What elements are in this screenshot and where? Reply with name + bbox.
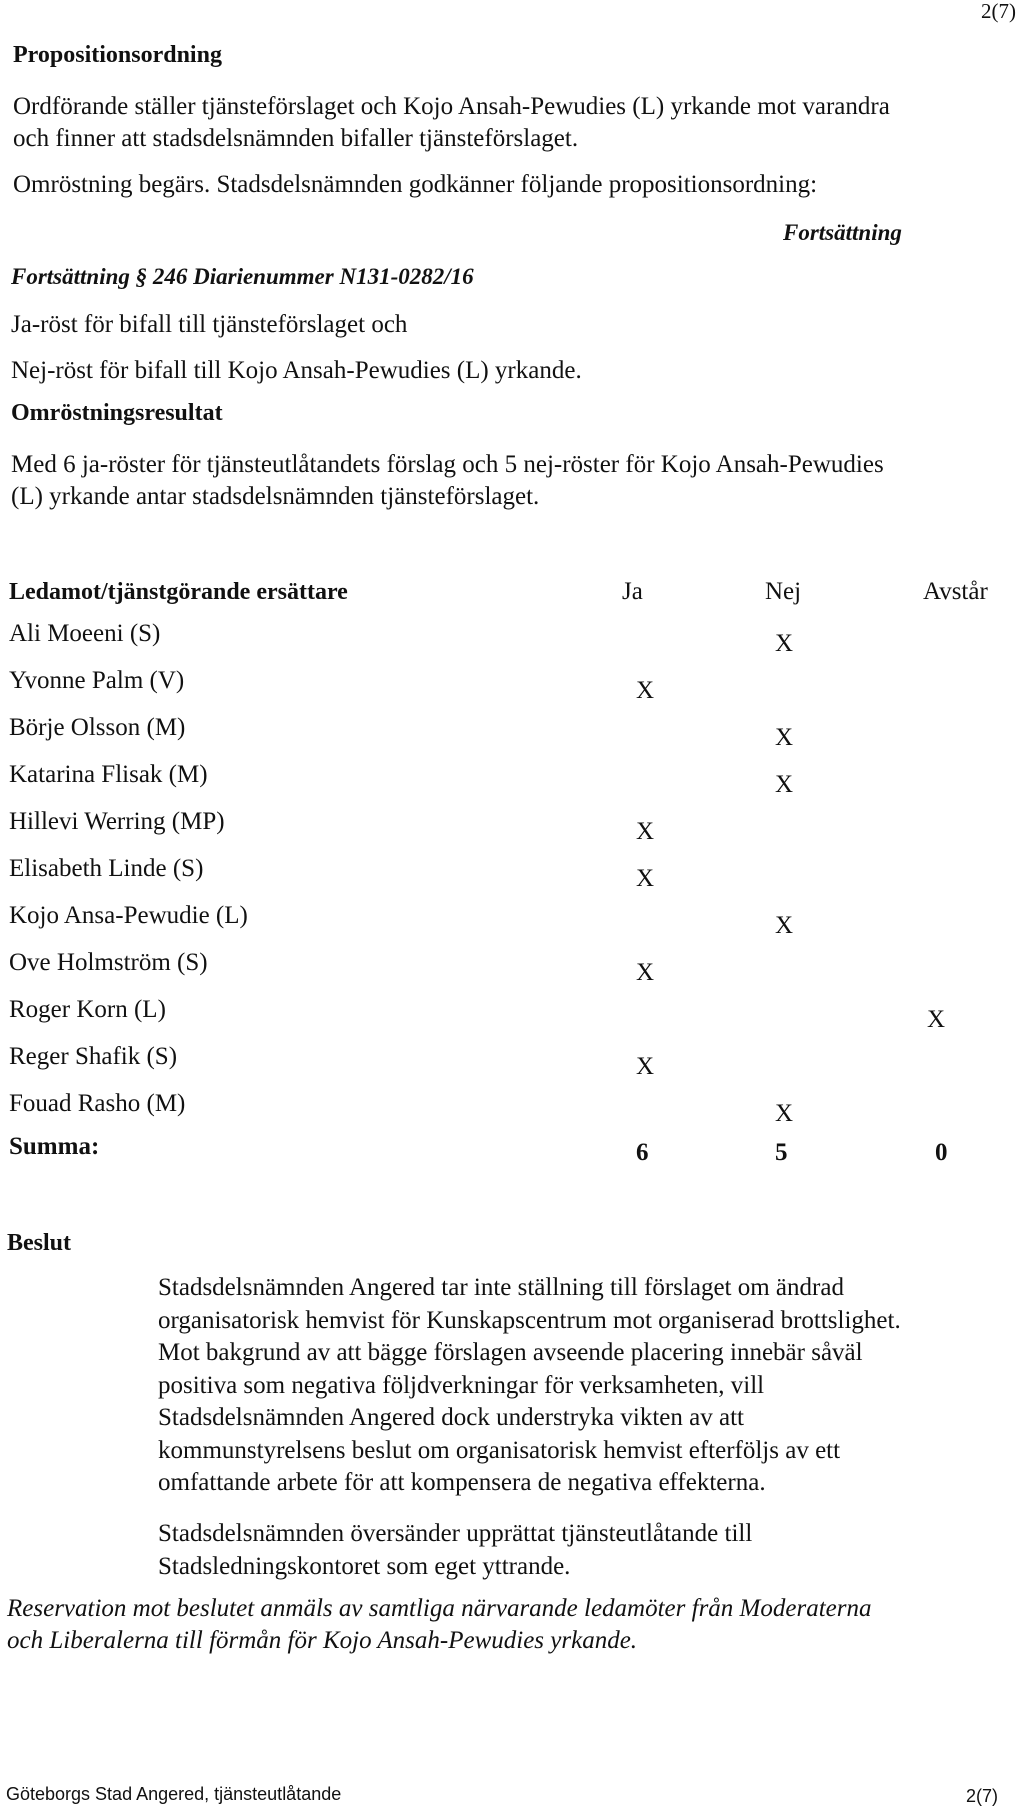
table-row xyxy=(0,711,1024,751)
header-nej: Nej xyxy=(765,578,802,605)
table-row xyxy=(0,758,1024,798)
decision-para2-line: Stadsdelsnämnden översänder upprättat tjänsteutlåtande till xyxy=(158,1520,753,1547)
decision-para1-line: Mot bakgrund av att bägge förslagen avseende placering innebär såväl xyxy=(158,1339,863,1366)
member-name: Katarina Flisak (M) xyxy=(9,761,208,788)
table-row xyxy=(0,946,1024,986)
header-avstar: Avstår xyxy=(923,578,988,605)
member-name: Ali Moeeni (S) xyxy=(9,620,161,647)
member-name: Ove Holmström (S) xyxy=(9,949,208,976)
decision-para1 xyxy=(158,1272,1018,1500)
continuation-left: Fortsättning § 246 Diarienummer N131-0282/16 xyxy=(11,264,474,289)
result-line2: (L) yrkande antar stadsdelsnämnden tjänsteförslaget. xyxy=(11,483,540,510)
reservation-line: Reservation mot beslutet anmäls av samtliga närvarande ledamöter från Moderaterna xyxy=(7,1595,872,1622)
vote-table xyxy=(0,575,1024,1175)
decision-heading: Beslut xyxy=(7,1230,72,1256)
table-row xyxy=(0,1040,1024,1080)
result-heading: Omröstningsresultat xyxy=(11,400,223,426)
decision-para1-line: omfattande arbete för att kompensera de negativa effekterna. xyxy=(158,1469,766,1496)
vote-ja: X xyxy=(636,818,655,845)
sum-avstar: 0 xyxy=(935,1139,948,1166)
header-member: Ledamot/tjänstgörande ersättare xyxy=(9,579,348,605)
reservation xyxy=(7,1593,1017,1657)
sum-label: Summa: xyxy=(9,1133,100,1160)
page-number-top: 2(7) xyxy=(981,0,1016,23)
proposition-para1-line1: Ordförande ställer tjänsteförslaget och Kojo Ansah-Pewudies (L) yrkande mot varandra xyxy=(13,93,890,120)
proposition-heading: Propositionsordning xyxy=(13,42,222,68)
vote-ja: X xyxy=(636,865,655,892)
table-row xyxy=(0,617,1024,657)
decision-para2 xyxy=(158,1518,1018,1583)
decision-para1-line: kommunstyrelsens beslut om organisatorisk hemvist efterföljs av ett xyxy=(158,1436,841,1464)
nej-line: Nej-röst för bifall till Kojo Ansah-Pewudies (L) yrkande. xyxy=(11,357,582,384)
sum-nej: 5 xyxy=(775,1139,788,1166)
sum-row xyxy=(0,1130,1024,1170)
proposition-para1-line2: och finner att stadsdelsnämnden bifaller tjänsteförslaget. xyxy=(13,125,579,152)
vote-nej: X xyxy=(775,912,794,939)
ja-line: Ja-röst för bifall till tjänsteförslaget och xyxy=(11,311,408,338)
vote-avstar: X xyxy=(927,1006,946,1033)
vote-nej: X xyxy=(775,724,794,751)
vote-nej: X xyxy=(775,1100,794,1127)
member-name: Fouad Rasho (M) xyxy=(9,1090,186,1117)
vote-ja: X xyxy=(636,677,655,704)
vote-ja: X xyxy=(636,1053,655,1080)
member-name: Yvonne Palm (V) xyxy=(9,667,185,694)
table-row xyxy=(0,805,1024,845)
member-name: Elisabeth Linde (S) xyxy=(9,855,204,882)
table-row xyxy=(0,664,1024,704)
decision-para1-line: Stadsdelsnämnden Angered tar inte ställning till förslaget om ändrad xyxy=(158,1274,844,1301)
member-name: Hillevi Werring (MP) xyxy=(9,808,225,835)
table-row xyxy=(0,852,1024,892)
decision-para1-line: organisatorisk hemvist för Kunskapscentrum mot organiserad brottslighet. xyxy=(158,1306,901,1334)
table-row xyxy=(0,993,1024,1033)
continuation-right: Fortsättning xyxy=(783,220,902,245)
footer-page-number: 2(7) xyxy=(966,1786,999,1806)
member-name: Kojo Ansa-Pewudie (L) xyxy=(9,902,248,929)
footer-left: Göteborgs Stad Angered, tjänsteutlåtande xyxy=(6,1784,342,1804)
result-line1: Med 6 ja-röster för tjänsteutlåtandets förslag och 5 nej-röster för Kojo Ansah-Pewudies xyxy=(11,451,884,478)
proposition-para2: Omröstning begärs. Stadsdelsnämnden godkänner följande propositionsordning: xyxy=(13,171,818,198)
member-name: Börje Olsson (M) xyxy=(9,714,186,741)
decision-para1-line: positiva som negativa följdverkningar för verksamheten, vill xyxy=(158,1371,765,1399)
vote-nej: X xyxy=(775,630,794,657)
table-row xyxy=(0,899,1024,939)
vote-nej: X xyxy=(775,771,794,798)
member-name: Roger Korn (L) xyxy=(9,996,166,1023)
vote-ja: X xyxy=(636,959,655,986)
decision-para2-line: Stadsledningskontoret som eget yttrande. xyxy=(158,1552,571,1580)
reservation-line: och Liberalerna till förmån för Kojo Ansah-Pewudies yrkande. xyxy=(7,1627,638,1654)
decision-para1-line: Stadsdelsnämnden Angered dock understryka vikten av att xyxy=(158,1404,744,1431)
table-row xyxy=(0,1087,1024,1127)
member-name: Reger Shafik (S) xyxy=(9,1043,178,1070)
header-ja: Ja xyxy=(622,578,643,605)
sum-ja: 6 xyxy=(636,1139,649,1166)
